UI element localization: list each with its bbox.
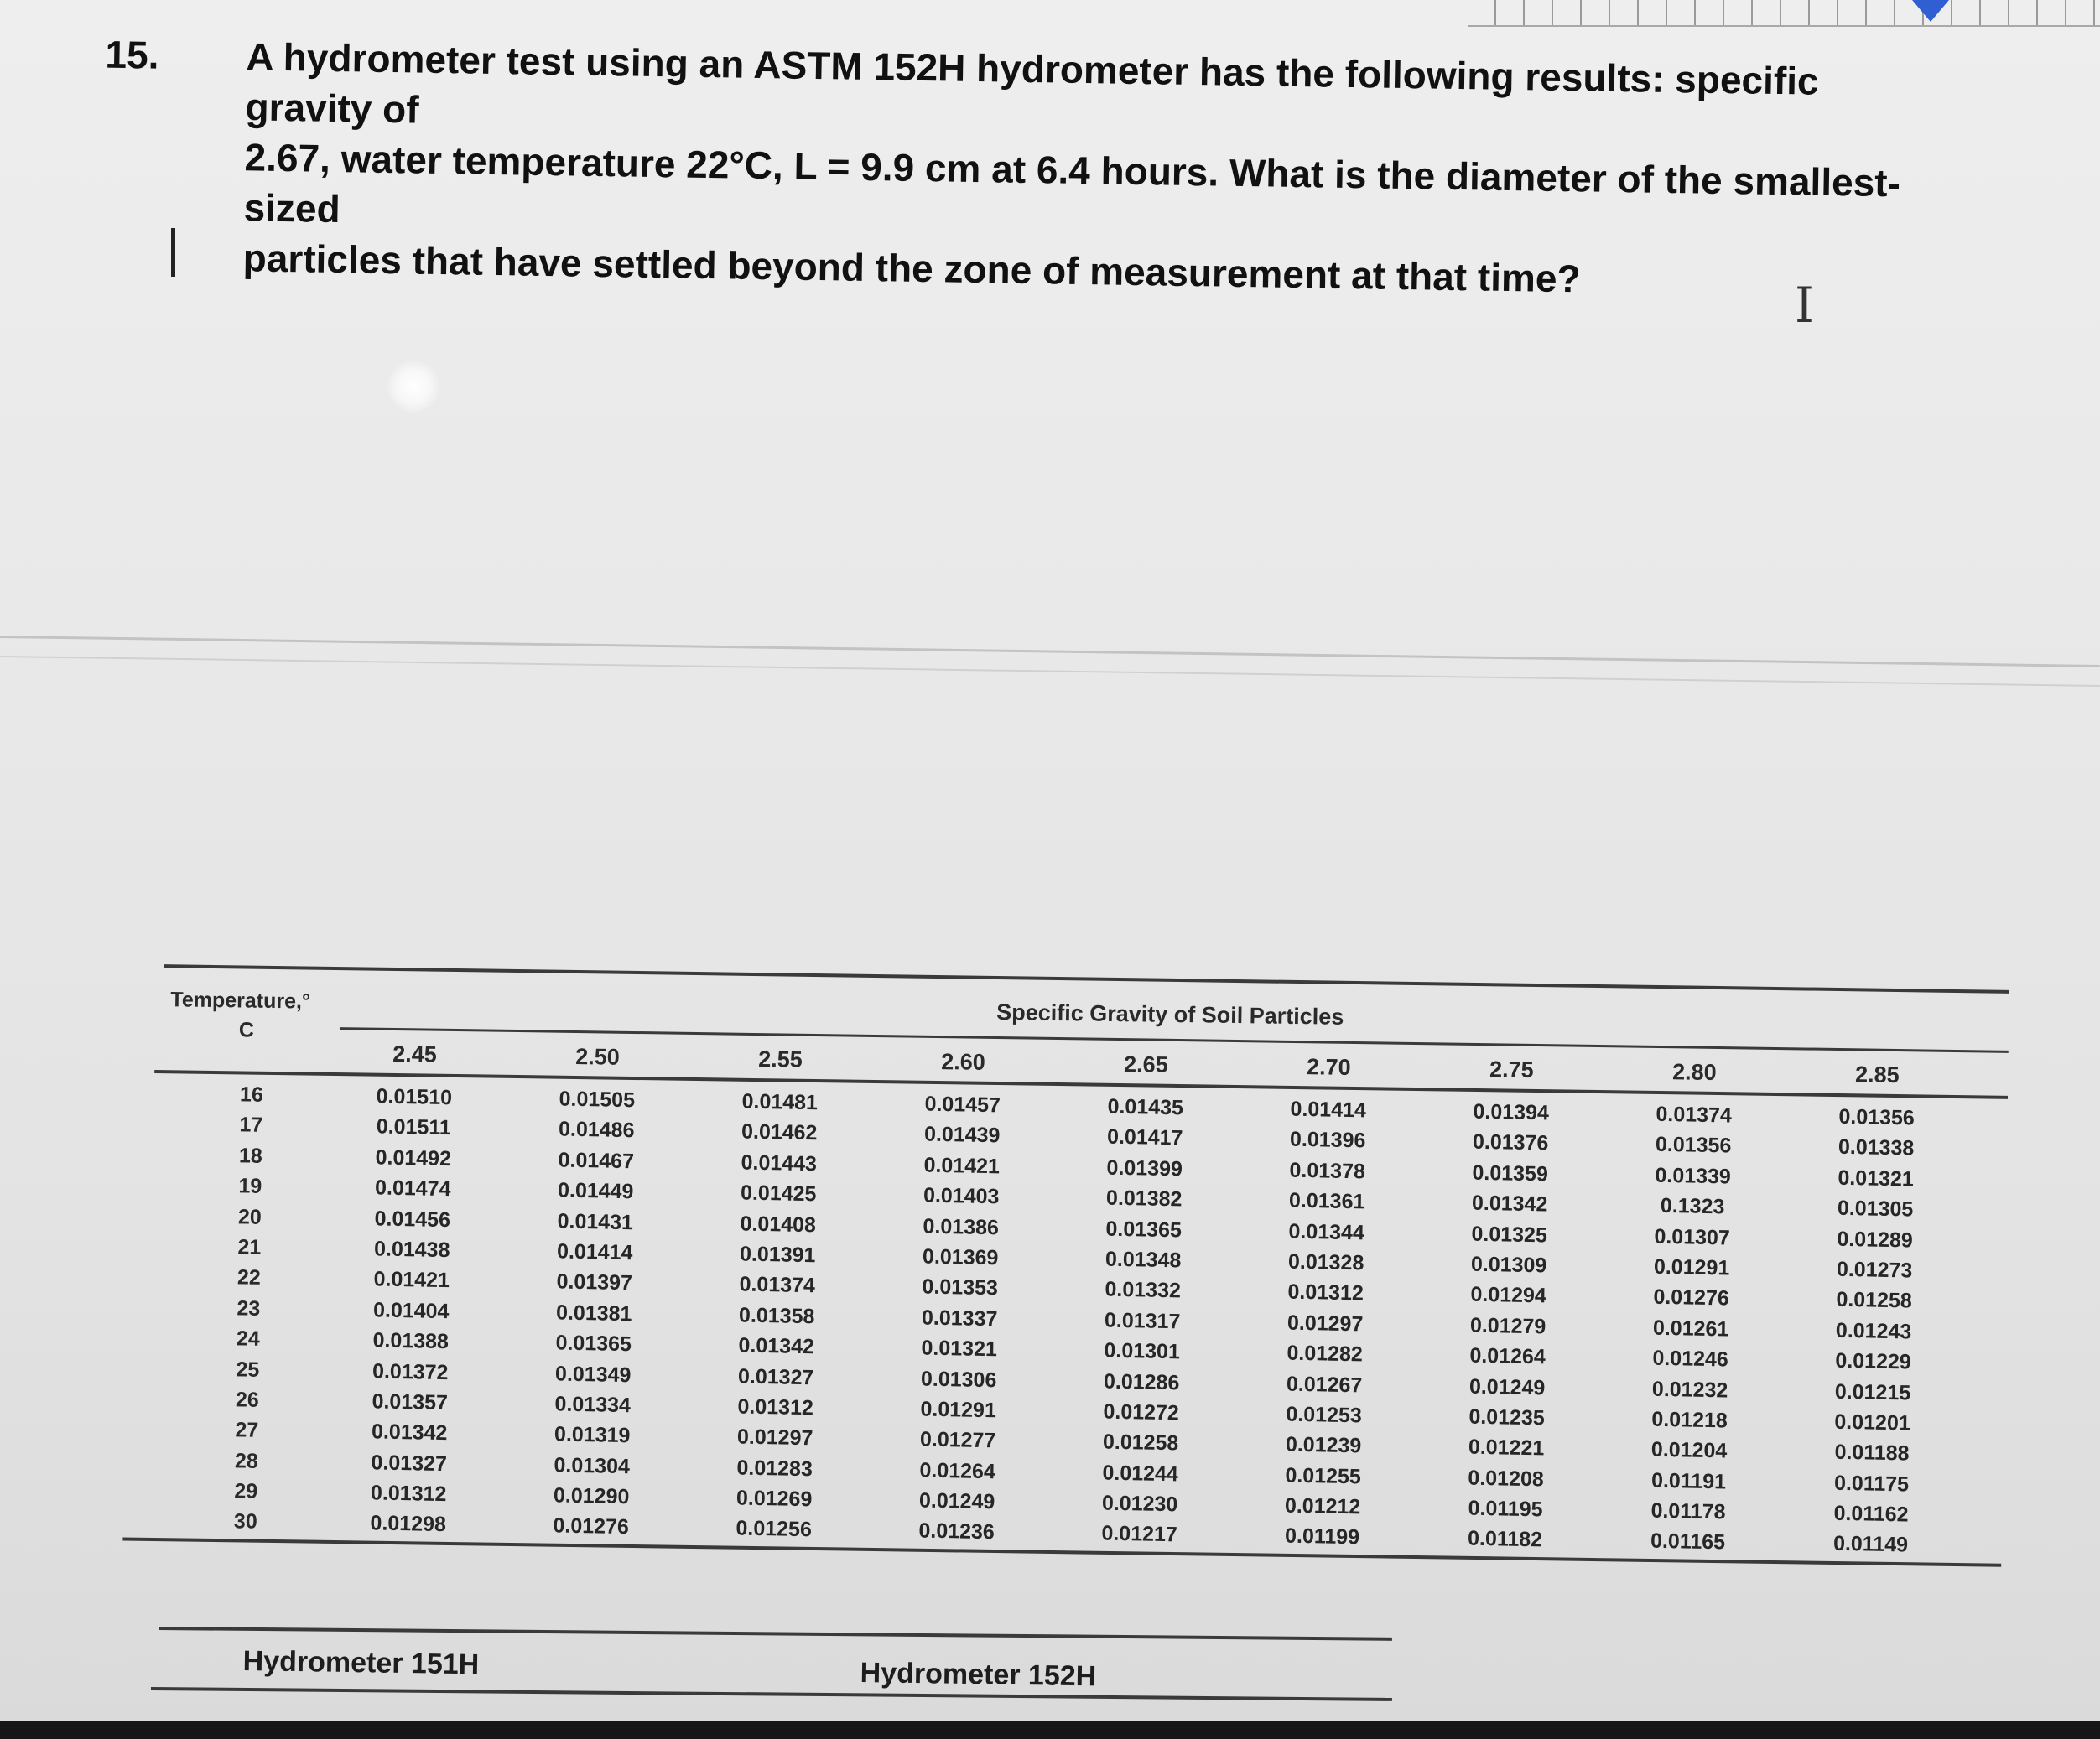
temperature-cell: 20 [237,1204,262,1229]
table-cell: 0.01376 [1472,1130,1549,1155]
table-cell: 0.01474 [374,1176,451,1202]
table-cell: 0.01297 [736,1425,813,1451]
temperature-cell: 29 [234,1479,258,1503]
sg-header-2.55: 2.55 [758,1046,803,1072]
table-cell: 0.01342 [738,1333,815,1359]
table-cell: 0.01321 [921,1336,998,1362]
table-cell: 0.01421 [373,1267,450,1293]
sg-header-2.60: 2.60 [940,1049,985,1075]
table-cell: 0.01304 [554,1453,631,1478]
table-cell: 0.01505 [559,1087,636,1113]
table-cell: 0.01339 [1655,1163,1732,1189]
question-line-2: 2.67, water temperature 22°C, L = 9.9 cm at 6.4 hours. What is the diameter of the smallest-sized [243,135,1901,231]
sg-column-2.55 [710,1086,843,1546]
table-cell: 0.01264 [919,1458,996,1483]
table-cell: 0.01217 [1101,1522,1177,1547]
table-cell: 0.01425 [740,1181,817,1207]
table-cell: 0.01414 [1290,1097,1367,1123]
temperature-cell: 16 [239,1082,264,1107]
table-cell: 0.01204 [1650,1437,1728,1463]
table-cell: 0.01391 [739,1242,816,1268]
table-cell: 0.01249 [1468,1374,1546,1399]
table-cell: 0.01486 [558,1117,635,1143]
table-cell: 0.01386 [923,1214,1000,1239]
table-cell: 0.01325 [1471,1222,1548,1248]
table-cell: 0.01312 [370,1481,447,1507]
table-cell: 0.01481 [741,1089,819,1115]
table-cell: 0.01244 [1102,1461,1179,1487]
table-cell: 0.01199 [1284,1524,1360,1550]
temperature-column [206,1079,263,1538]
hydrometer-152h-label: Hydrometer 152H [860,1657,1097,1693]
table-cell: 0.01317 [1104,1308,1181,1334]
table-cell: 0.01290 [553,1483,630,1509]
table-cell: 0.01342 [1471,1191,1548,1217]
table-cell: 0.01358 [738,1303,815,1329]
table-cell: 0.01261 [1652,1316,1729,1342]
table-cell: 0.01291 [920,1397,997,1423]
table-cell: 0.01188 [1834,1441,1910,1466]
table-cell: 0.01337 [921,1306,998,1332]
table-cell: 0.01348 [1105,1247,1182,1273]
temperature-cell: 27 [235,1418,259,1443]
temperature-cell: 19 [238,1174,262,1198]
table-cell: 0.01399 [1106,1155,1183,1181]
table-cell: 0.01439 [923,1122,1001,1148]
table-cell: 0.01178 [1650,1498,1726,1524]
table-cell: 0.01397 [556,1269,633,1295]
table-cell: 0.01403 [923,1183,1000,1209]
table-cell: 0.1323 [1660,1194,1725,1219]
table-cell: 0.01175 [1833,1471,1910,1497]
specific-gravity-title: Specific Gravity of Soil Particles [995,999,1344,1030]
table-cell: 0.01230 [1101,1491,1178,1517]
table-cell: 0.01414 [556,1239,633,1265]
table-cell: 0.01328 [1287,1249,1364,1275]
table-cell: 0.01191 [1650,1468,1727,1494]
table-cell: 0.01404 [372,1298,450,1323]
table-cell: 0.01312 [737,1394,814,1420]
temperature-cell: 24 [236,1326,260,1351]
table-cell: 0.01229 [1835,1348,1911,1374]
top-ruler [1468,0,2100,27]
table-cell: 0.01309 [1470,1252,1547,1278]
temperature-header [170,988,356,1044]
table-cell: 0.01267 [1286,1372,1363,1397]
question-line-1: A hydrometer test using an ASTM 152H hydrometer has the following results: specific gravity of [245,34,1820,132]
table-cell: 0.01264 [1469,1343,1546,1369]
table-cell: 0.01421 [923,1153,1001,1179]
table-cell: 0.01365 [1105,1217,1183,1242]
table-cell: 0.01235 [1468,1404,1545,1430]
table-cell: 0.01349 [554,1361,632,1387]
table-cell: 0.01456 [374,1206,451,1232]
table-cell: 0.01361 [1288,1188,1365,1214]
table-cell: 0.01342 [371,1420,448,1446]
table-cell: 0.01291 [1653,1254,1730,1280]
table-cell: 0.01294 [1470,1282,1547,1308]
table-cell: 0.01258 [1102,1430,1179,1456]
table-cell: 0.01374 [1656,1102,1733,1128]
screen-glare [387,361,439,413]
sg-column-2.60 [893,1088,1026,1549]
table-cell: 0.01321 [1838,1165,1915,1191]
temperature-cell: 25 [236,1357,260,1382]
table-cell: 0.01286 [1103,1369,1180,1394]
sg-header-2.45: 2.45 [392,1041,438,1067]
temperature-cell: 21 [237,1235,262,1259]
table-cell: 0.01218 [1651,1407,1728,1433]
table-cell: 0.01243 [1835,1318,1912,1344]
table-cell: 0.01272 [1103,1399,1180,1425]
temperature-cell: 23 [237,1296,261,1321]
table-cell: 0.01256 [736,1516,813,1542]
table-cell: 0.01276 [553,1513,630,1539]
sg-column-2.65 [1076,1091,1209,1551]
sg-column-2.50 [528,1083,660,1544]
table-cell: 0.01353 [922,1274,999,1300]
temperature-header-label: Temperature,° [170,988,311,1014]
table-cell: 0.01305 [1837,1196,1914,1222]
table-cell: 0.01319 [554,1422,631,1448]
table-cell: 0.01356 [1838,1104,1915,1130]
table-cell: 0.01457 [924,1092,1001,1118]
sg-header-2.65: 2.65 [1123,1051,1168,1077]
table-cell: 0.01382 [1105,1186,1183,1212]
sg-header-2.50: 2.50 [575,1043,620,1070]
table-cell: 0.01201 [1834,1409,1910,1435]
sg-column-2.85 [1807,1101,1940,1561]
table-cell: 0.01357 [372,1389,449,1415]
screen-bezel [0,1721,2100,1739]
table-cell: 0.01462 [741,1119,818,1145]
table-cell: 0.01221 [1468,1435,1545,1461]
table-cell: 0.01297 [1287,1311,1364,1337]
table-cell: 0.01369 [922,1244,999,1270]
temperature-cell: 17 [239,1113,263,1138]
table-cell: 0.01255 [1285,1463,1361,1489]
temperature-cell: 28 [234,1449,258,1473]
ibeam-cursor-icon: I [1795,277,1814,334]
table-cell: 0.01277 [919,1427,996,1453]
table-cell: 0.01378 [1289,1158,1366,1184]
table-cell: 0.01298 [370,1511,447,1537]
table-cell: 0.01273 [1836,1257,1913,1283]
sg-column-2.45 [345,1081,477,1541]
table-cell: 0.01283 [736,1456,813,1481]
table-cell: 0.01443 [741,1150,818,1176]
question-line-3: particles that have settled beyond the zone of measurement at that time? [242,236,1581,301]
section-divider [0,636,2100,667]
text-caret [171,228,175,277]
table-cell: 0.01236 [918,1518,995,1544]
table-cell: 0.01334 [554,1392,632,1418]
table-cell: 0.01162 [1833,1501,1909,1527]
table-cell: 0.01374 [739,1272,816,1298]
table-cell: 0.01306 [920,1367,997,1392]
table-top-rule [164,964,2009,994]
viscosity-table [146,964,2009,1728]
table-cell: 0.01208 [1468,1466,1544,1492]
temperature-cell: 26 [235,1388,259,1412]
table-cell: 0.01356 [1655,1133,1732,1158]
table-cell: 0.01338 [1838,1135,1915,1160]
temperature-cell: 18 [238,1144,263,1168]
hydrometer-151h-label: Hydrometer 151H [242,1645,480,1681]
table-cell: 0.01289 [1837,1227,1913,1253]
sg-header-2.70: 2.70 [1306,1054,1351,1080]
table-cell: 0.01276 [1653,1285,1729,1311]
table-cell: 0.01372 [372,1358,449,1384]
table-cell: 0.01344 [1288,1219,1365,1244]
temperature-header-unit: C [238,1018,255,1042]
sg-header-2.80: 2.80 [1671,1059,1717,1085]
table-cell: 0.01149 [1832,1532,1909,1557]
table-cell: 0.01511 [376,1114,451,1140]
temperature-cell: 22 [237,1265,261,1290]
table-cell: 0.01279 [1469,1313,1546,1339]
table-cell: 0.01332 [1105,1277,1182,1303]
table-cell: 0.01165 [1650,1529,1726,1555]
table-cell: 0.01258 [1836,1288,1912,1313]
table-cell: 0.01431 [557,1208,634,1234]
table-cell: 0.01215 [1834,1379,1911,1405]
table-cell: 0.01307 [1654,1224,1731,1250]
table-cell: 0.01269 [736,1486,813,1512]
table-cell: 0.01435 [1107,1094,1184,1120]
ruler-marker-icon[interactable] [1912,0,1949,22]
sg-column-2.80 [1624,1098,1757,1559]
table-cell: 0.01359 [1472,1160,1549,1186]
sg-header-2.85: 2.85 [1854,1062,1900,1088]
table-cell: 0.01253 [1286,1402,1363,1428]
table-cell: 0.01388 [372,1328,450,1354]
table-cell: 0.01327 [737,1363,814,1389]
table-cell: 0.01381 [555,1300,632,1326]
table-cell: 0.01408 [740,1212,817,1237]
table-cell: 0.01449 [557,1178,634,1204]
sg-header-2.75: 2.75 [1489,1056,1534,1082]
table-cell: 0.01195 [1468,1496,1543,1522]
table-cell: 0.01394 [1473,1099,1550,1125]
sg-column-2.75 [1442,1096,1574,1556]
table-cell: 0.01438 [373,1237,450,1263]
table-cell: 0.01365 [555,1331,632,1357]
table-cell: 0.01246 [1652,1346,1728,1372]
table-cell: 0.01492 [375,1145,452,1171]
question-number: 15. [105,32,159,77]
table-cell: 0.01212 [1284,1493,1361,1519]
table-cell: 0.01396 [1289,1128,1366,1153]
table-cell: 0.01510 [376,1084,453,1110]
sg-column-2.70 [1259,1093,1391,1554]
table-cell: 0.01249 [918,1488,995,1514]
table-cell: 0.01312 [1287,1280,1364,1306]
table-cell: 0.01417 [1106,1124,1183,1150]
table-cell: 0.01301 [1104,1338,1181,1364]
temperature-cell: 30 [233,1509,257,1534]
table-cell: 0.01182 [1467,1527,1543,1552]
table-cell: 0.01467 [558,1148,635,1174]
table-cell: 0.01327 [371,1451,448,1476]
table-cell: 0.01239 [1285,1432,1362,1458]
question-text [105,30,1953,309]
table-cell: 0.01232 [1651,1377,1728,1403]
table-cell: 0.01282 [1287,1341,1364,1367]
